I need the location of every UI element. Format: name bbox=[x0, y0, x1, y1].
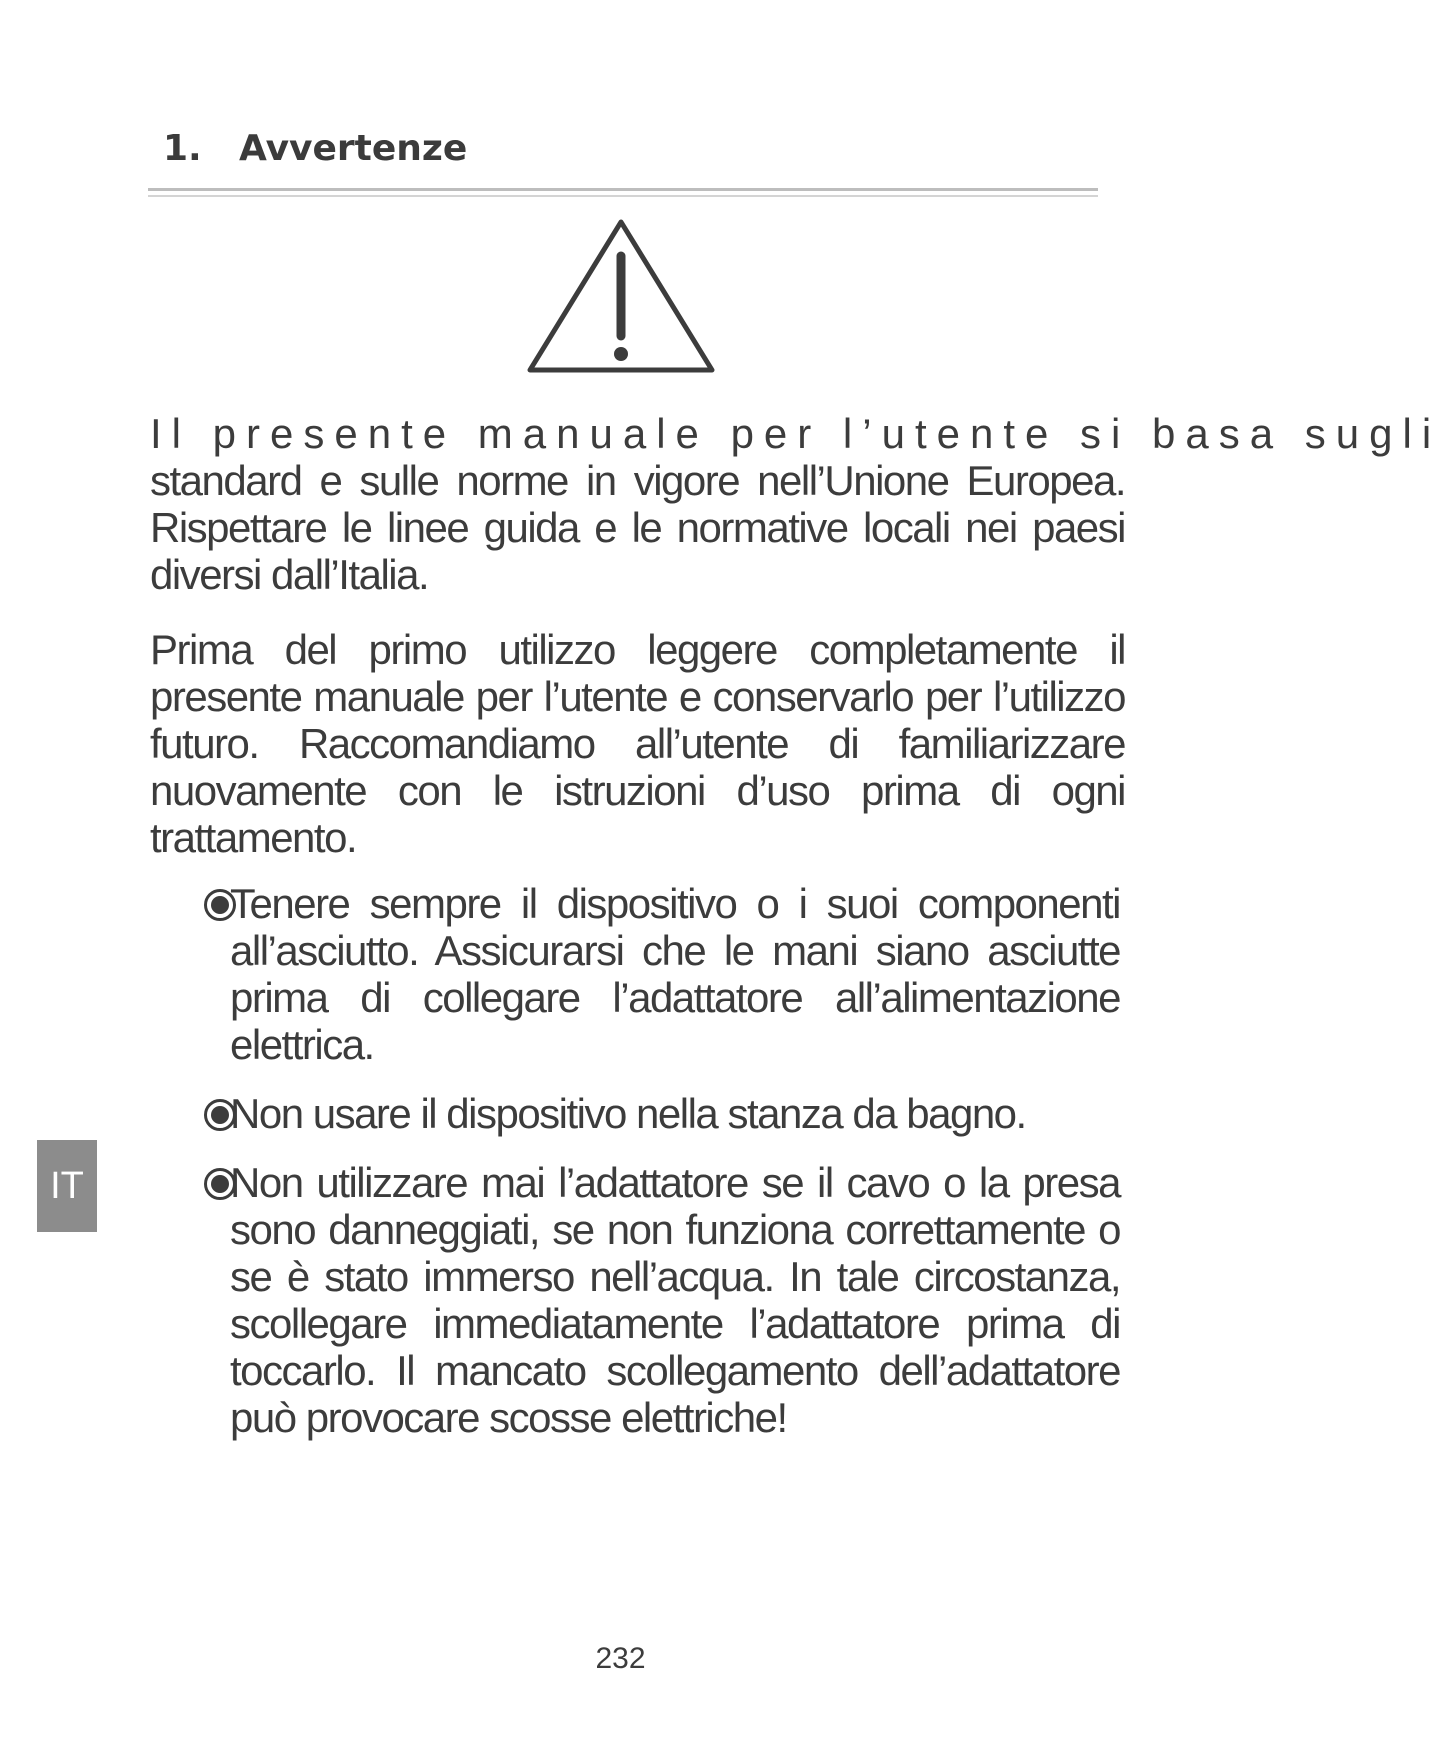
warning-triangle-icon bbox=[526, 218, 716, 374]
warning-text: Non usare il dispositivo nella stanza da bagno. bbox=[230, 1090, 1026, 1137]
section-title: Avvertenze bbox=[239, 128, 468, 169]
circle-bullet-icon bbox=[203, 888, 237, 922]
warning-list-item bbox=[200, 880, 1120, 1068]
header-divider-secondary bbox=[148, 195, 1098, 197]
page-number: 232 bbox=[595, 1642, 646, 1675]
warning-list-item bbox=[200, 1159, 1120, 1441]
warning-list-item bbox=[200, 1090, 1120, 1137]
circle-bullet-icon bbox=[203, 1098, 237, 1132]
warning-text: Tenere sempre il dispositivo o i suoi componenti all’asciutto. Assicurarsi che le mani siano asciutte prima di collegare l’adattatore all’alimentazione elettrica. bbox=[230, 880, 1120, 1068]
intro-paragraph bbox=[150, 410, 1441, 598]
warning-list bbox=[200, 880, 1120, 1463]
intro-first-line: Il presente manuale per l’utente si basa sugli bbox=[150, 410, 1441, 457]
circle-bullet-icon bbox=[203, 1167, 237, 1201]
intro-rest: standard e sulle norme in vigore nell’Unione Europea. Rispettare le linee guida e le normative locali nei paesi diversi dall’Italia. bbox=[150, 457, 1125, 598]
header-divider bbox=[148, 188, 1098, 191]
language-tab: IT bbox=[37, 1140, 97, 1232]
read-manual-paragraph: Prima del primo utilizzo leggere completamente il presente manuale per l’utente e conservarlo per l’utilizzo futuro. Raccomandiamo all’utente di familiarizzare nuovamente con le istruzioni d’uso prima di ogni trattamento. bbox=[150, 626, 1125, 861]
section-number: 1. bbox=[163, 128, 202, 169]
section-heading bbox=[163, 128, 467, 169]
warning-text: Non utilizzare mai l’adattatore se il cavo o la presa sono danneggiati, se non funziona correttamente o se è stato immerso nell’acqua. In tale circostanza, scollegare immediatamente l’adattatore prima di toccarlo. Il mancato scollegamento dell’adattatore può provocare scosse elettriche! bbox=[230, 1159, 1120, 1441]
